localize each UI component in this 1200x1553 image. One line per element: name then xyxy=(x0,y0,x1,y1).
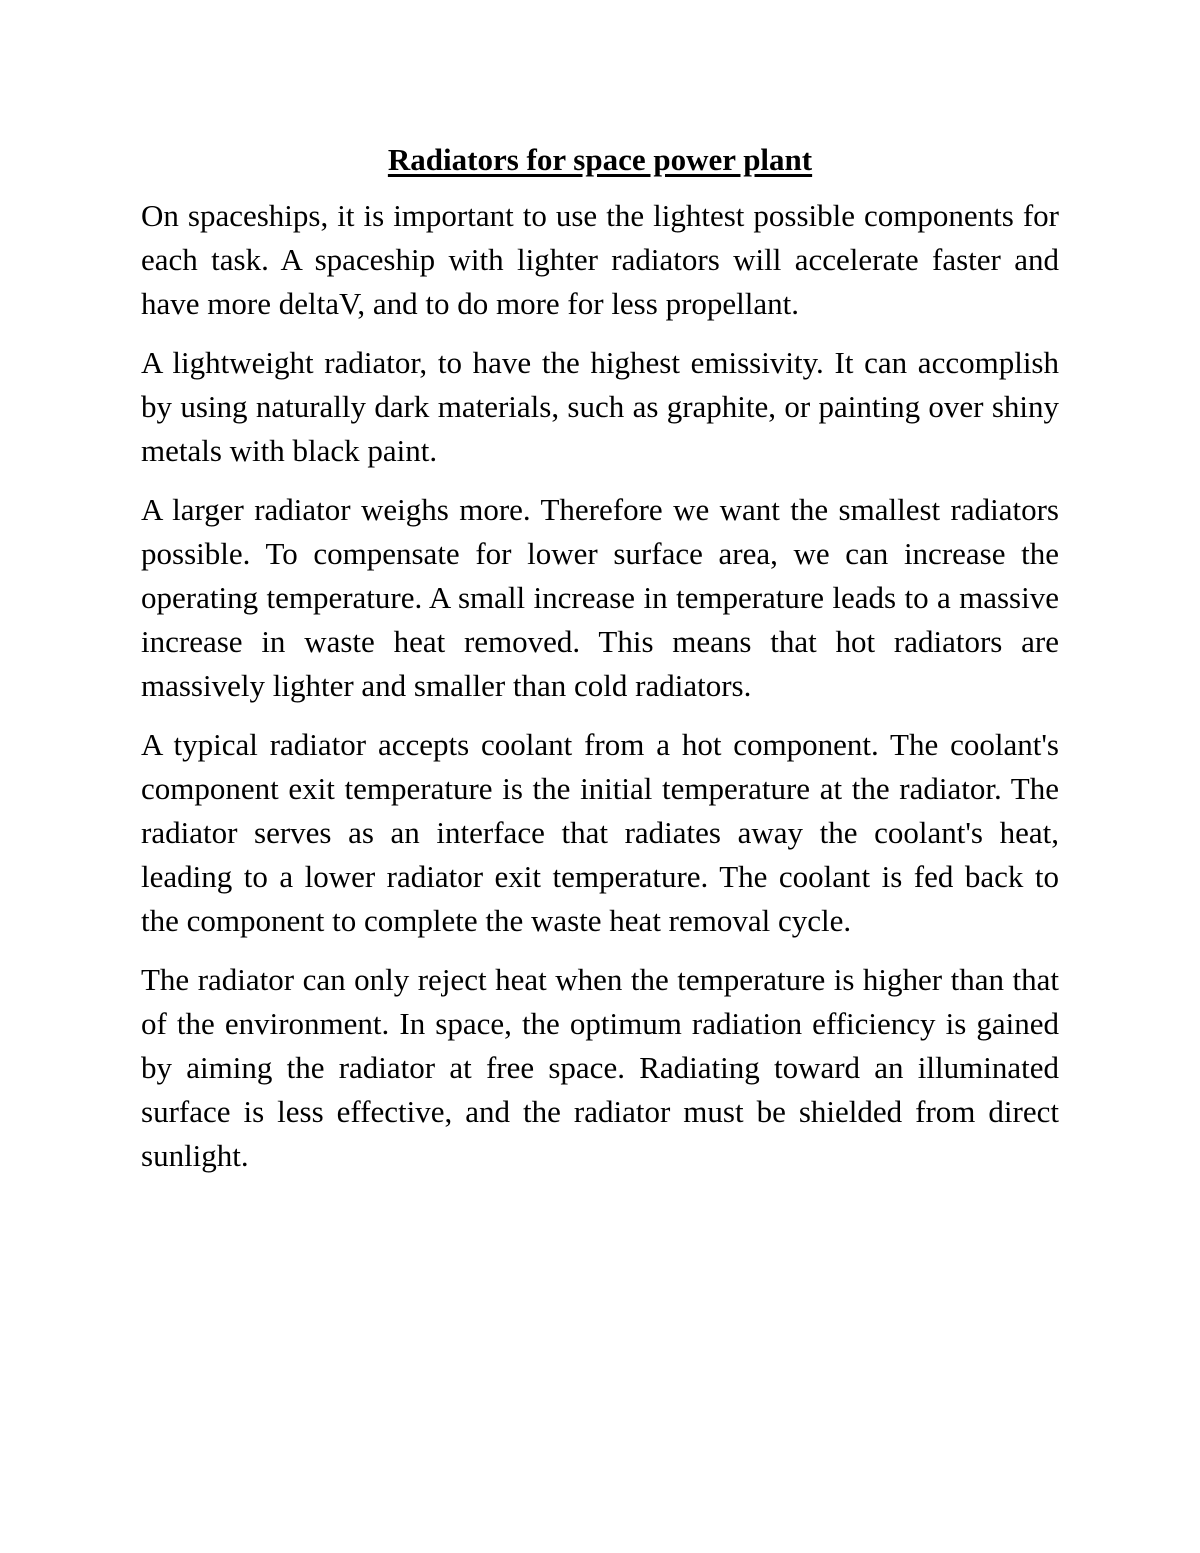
paragraph: A typical radiator accepts coolant from a hot component. The coolant's component exit temperature is the initial temperature at the radiator. The radiator serves as an interface that radiates away the coolant's heat, leading to a lower radiator exit temperature. The coolant is fed back to the component to complete the waste heat removal cycle. xyxy=(141,727,1059,938)
paragraph: On spaceships, it is important to use the lightest possible components for each task. A spaceship with lighter radiators will accelerate faster and have more deltaV, and to do more for less propellant. xyxy=(141,198,1059,321)
paragraph: A larger radiator weighs more. Therefore we want the smallest radiators possible. To compensate for lower surface area, we can increase the operating temperature. A small increase in temperature leads to a massive increase in waste heat removed. This means that hot radiators are massively lighter and smaller than cold radiators. xyxy=(141,492,1059,703)
document-title: Radiators for space power plant xyxy=(387,142,813,177)
document-body xyxy=(141,138,1059,1193)
paragraph: The radiator can only reject heat when the temperature is higher than that of the environment. In space, the optimum radiation efficiency is gained by aiming the radiator at free space. Radiating toward an illuminated surface is less effective, and the radiator must be shielded from direct sunlight. xyxy=(141,962,1059,1173)
paragraph: A lightweight radiator, to have the highest emissivity. It can accomplish by using naturally dark materials, such as graphite, or painting over shiny metals with black paint. xyxy=(141,345,1059,468)
